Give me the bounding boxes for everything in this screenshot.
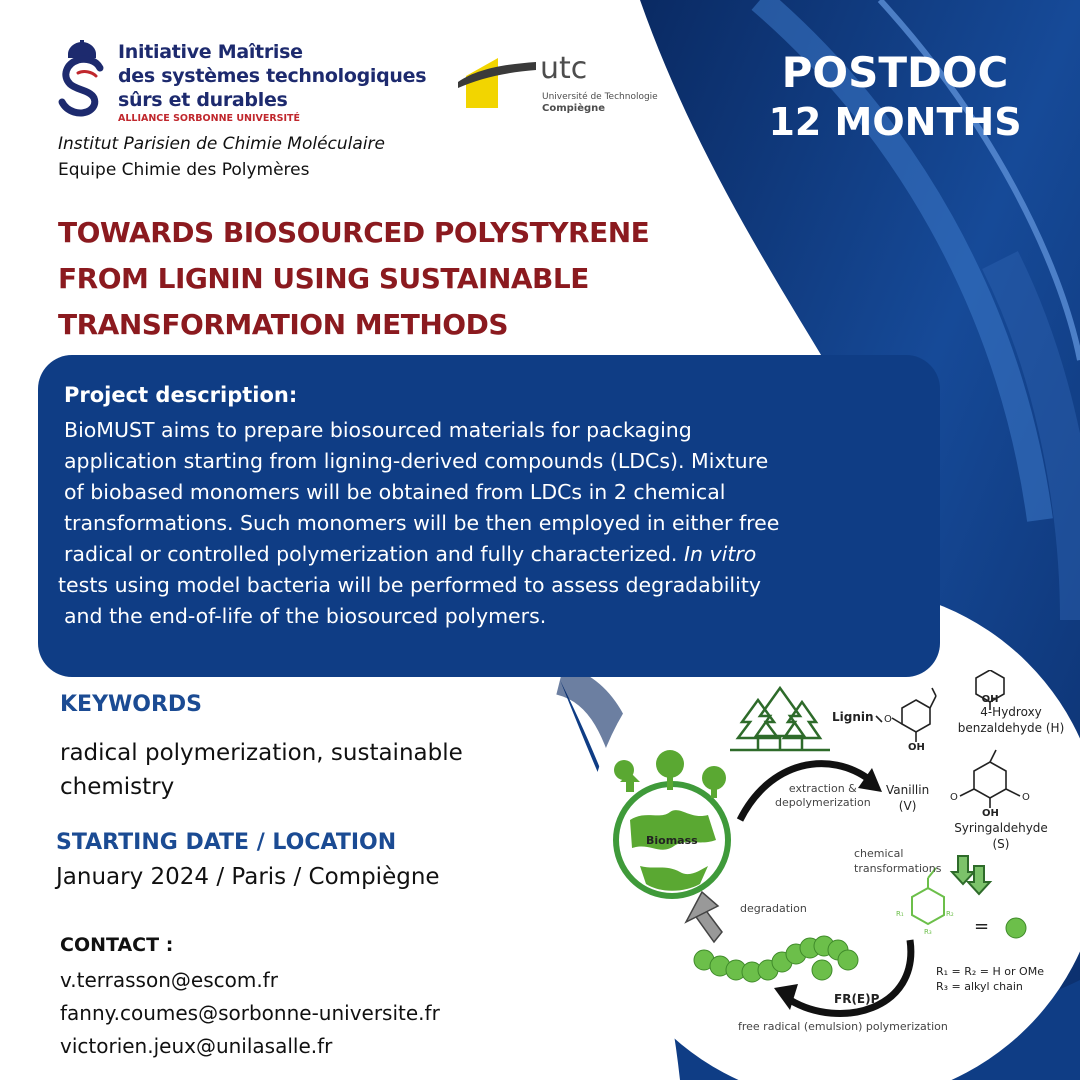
starting-date-text: January 2024 / Paris / Compiègne — [56, 864, 440, 890]
chemical-transformations-label — [854, 846, 941, 876]
vanillin-line-1: Vanillin — [886, 783, 930, 797]
extraction-line-2: depolymerization — [775, 796, 871, 809]
r-definitions — [936, 964, 1044, 994]
project-title — [58, 210, 758, 348]
r1-label: R₁ — [896, 910, 904, 918]
title-line-1: TOWARDS BIOSOURCED POLYSTYRENE — [58, 216, 650, 249]
desc-line-3: of biobased monomers will be obtained from LDCs in 2 chemical — [64, 480, 726, 504]
utc-mark-icon — [458, 48, 538, 118]
r-definition-2: R₃ = alkyl chain — [936, 980, 1023, 993]
project-description-box — [38, 355, 940, 677]
frep-label: FR(E)P — [834, 992, 880, 1006]
degradation-label: degradation — [740, 902, 807, 915]
contact-heading: CONTACT : — [60, 934, 174, 956]
keywords-heading: KEYWORDS — [60, 692, 203, 717]
contact-email[interactable]: v.terrasson@escom.fr — [60, 968, 278, 992]
keywords-line-2: chemistry — [60, 774, 175, 800]
title-line-3: TRANSFORMATION METHODS — [58, 308, 509, 341]
desc-line-5a: radical or controlled polymerization and fully characterized. — [64, 542, 678, 566]
ismt-alliance: ALLIANCE SORBONNE UNIVERSITÉ — [118, 113, 301, 124]
r3-label: R₃ — [924, 928, 932, 936]
hydroxy-label — [946, 694, 1076, 736]
contact-email[interactable]: victorien.jeux@unilasalle.fr — [60, 1034, 333, 1058]
biomass-label: Biomass — [646, 834, 698, 847]
equals-sign: = — [974, 916, 990, 937]
keywords-line-1: radical polymerization, sustainable — [60, 740, 463, 766]
contact-email[interactable]: fanny.coumes@sorbonne-universite.fr — [60, 1001, 440, 1025]
chemical-line-2: transformations — [854, 862, 942, 875]
styrene-monomer-structure — [912, 868, 944, 924]
title-line-2: FROM LIGNIN USING SUSTAINABLE — [58, 262, 589, 295]
ismt-line-3: sûrs et durables — [118, 89, 288, 111]
institute-name: Institut Parisien de Chimie Moléculaire — [58, 134, 385, 154]
project-description-heading: Project description: — [64, 383, 298, 407]
syringaldehyde-oh: OH — [982, 808, 999, 819]
polymer-chain-icon — [694, 936, 858, 982]
syringaldehyde-line-1: Syringaldehyde — [954, 821, 1048, 835]
r-definition-1: R₁ = R₂ = H or OMe — [936, 965, 1044, 978]
postdoc-label: POSTDOC — [781, 48, 1009, 97]
hydroxy-line-1: 4-Hydroxy — [980, 705, 1042, 719]
desc-line-1: BioMUST aims to prepare biosourced materials for packaging — [64, 418, 692, 442]
vanillin-label — [886, 782, 929, 814]
trees-icon — [730, 688, 830, 750]
desc-line-5 — [64, 539, 924, 570]
utc-logo — [458, 48, 658, 123]
frep-full-label: free radical (emulsion) polymerization — [738, 1020, 948, 1033]
ismt-text — [118, 40, 426, 124]
monomer-sphere-icon — [1006, 918, 1026, 938]
hydroxy-line-2: benzaldehyde (H) — [957, 721, 1065, 735]
utc-sub-2: Compiègne — [542, 103, 606, 114]
vanillin-line-2: (V) — [898, 799, 917, 813]
contact-list — [60, 964, 440, 1063]
syringaldehyde-o-right: O — [1022, 792, 1030, 803]
hydroxy-oh: OH — [981, 694, 999, 705]
chemical-line-1: chemical — [854, 847, 904, 860]
sorbonne-dome-s-icon — [56, 40, 108, 122]
lignin-label: Lignin — [832, 710, 874, 724]
vanillin-o: O — [884, 714, 892, 725]
chemical-arrows-icon — [952, 856, 990, 894]
vanillin-oh: OH — [908, 742, 925, 753]
in-vitro-italic: In vitro — [683, 542, 757, 566]
r2-label: R₂ — [946, 910, 954, 918]
desc-line-7: and the end-of-life of the biosourced polymers. — [64, 604, 547, 628]
syringaldehyde-structure — [960, 750, 1020, 808]
ismt-line-1: Initiative Maîtrise — [118, 41, 303, 63]
syringaldehyde-label — [942, 820, 1060, 852]
duration-label: 12 MONTHS — [768, 100, 1022, 144]
process-diagram — [590, 670, 1080, 1070]
utc-word: utc — [540, 51, 588, 86]
extraction-label — [775, 782, 871, 810]
syringaldehyde-o-left: O — [950, 792, 958, 803]
team-name: Equipe Chimie des Polymères — [58, 160, 310, 180]
ismt-line-2: des systèmes technologiques — [118, 65, 427, 87]
starting-date-heading: STARTING DATE / LOCATION — [56, 830, 397, 855]
project-description-text — [58, 415, 924, 632]
biomass-globe-icon — [614, 750, 728, 896]
desc-line-4: transformations. Such monomers will be then employed in either free — [64, 511, 780, 535]
extraction-line-1: extraction & — [788, 782, 857, 795]
utc-sub-1: Université de Technologie — [542, 92, 658, 102]
desc-line-6: tests using model bacteria will be performed to assess degradability — [58, 573, 761, 597]
keywords-text — [60, 736, 560, 804]
syringaldehyde-line-2: (S) — [992, 837, 1010, 851]
desc-line-2: application starting from ligning-derived compounds (LDCs). Mixture — [64, 449, 769, 473]
postdoc-badge — [740, 48, 1050, 146]
ismt-logo — [56, 40, 436, 130]
